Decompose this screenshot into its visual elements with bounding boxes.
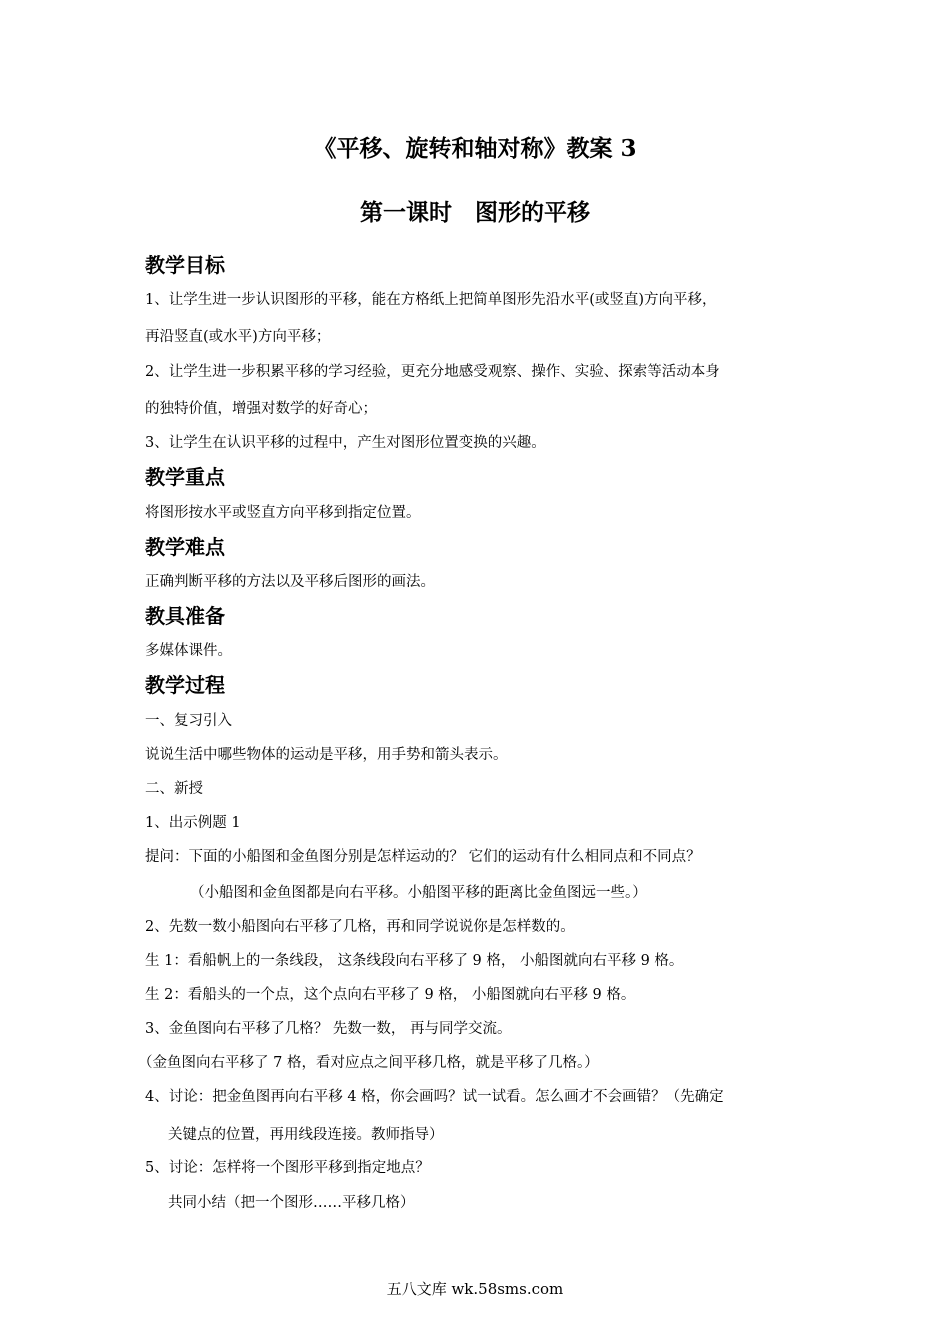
process-line: 2、先数一数小船图向右平移了几格，再和同学说说你是怎样数的。 xyxy=(145,919,575,935)
process-line: 生 2：看船头的一个点，这个点向右平移了 9 格， 小船图就向右平移 9 格。 xyxy=(145,987,636,1003)
section-heading-difficulties: 教学难点 xyxy=(145,535,225,559)
materials-line: 多媒体课件。 xyxy=(145,643,232,659)
process-line: 共同小结（把一个图形……平移几格） xyxy=(168,1195,415,1211)
process-line: 1、出示例题 1 xyxy=(145,815,241,831)
section-heading-objectives: 教学目标 xyxy=(145,253,225,277)
process-line: 二、新授 xyxy=(145,781,203,797)
process-line: 3、金鱼图向右平移了几格？ 先数一数， 再与同学交流。 xyxy=(145,1021,512,1037)
process-line: 一、复习引入 xyxy=(145,713,232,729)
process-line: 4、讨论：把金鱼图再向右平移 4 格，你会画吗？试一试看。怎么画才不会画错？（先确定 xyxy=(145,1089,724,1105)
objective-line: 1、让学生进一步认识图形的平移，能在方格纸上把简单图形先沿水平(或竖直)方向平移， xyxy=(145,292,717,308)
document-title: 《平移、旋转和轴对称》教案 3 xyxy=(313,135,637,162)
difficulty-line: 正确判断平移的方法以及平移后图形的画法。 xyxy=(145,574,435,590)
process-line: （小船图和金鱼图都是向右平移。小船图平移的距离比金鱼图远一些。） xyxy=(190,885,647,901)
process-line: 5、讨论：怎样将一个图形平移到指定地点？ xyxy=(145,1160,430,1176)
document-subtitle: 第一课时 图形的平移 xyxy=(360,199,590,226)
section-heading-key-points: 教学重点 xyxy=(145,465,225,489)
key-point-line: 将图形按水平或竖直方向平移到指定位置。 xyxy=(145,505,421,521)
page-footer: 五八文库 wk.58sms.com xyxy=(386,1280,564,1298)
section-heading-materials: 教具准备 xyxy=(145,604,225,628)
process-line: 关键点的位置，再用线段连接。教师指导） xyxy=(168,1127,444,1143)
objective-line: 的独特价值，增强对数学的好奇心； xyxy=(145,401,377,417)
process-line: 生 1：看船帆上的一条线段， 这条线段向右平移了 9 格， 小船图就向右平移 9 格。 xyxy=(145,953,684,969)
objective-line: 再沿竖直(或水平)方向平移； xyxy=(145,329,331,345)
process-line: 提问：下面的小船图和金鱼图分别是怎样运动的？ 它们的运动有什么相同点和不同点？ xyxy=(145,849,701,865)
objective-line: 3、让学生在认识平移的过程中，产生对图形位置变换的兴趣。 xyxy=(145,435,546,451)
process-line: （金鱼图向右平移了 7 格，看对应点之间平移几格，就是平移了几格。） xyxy=(138,1055,599,1071)
section-heading-process: 教学过程 xyxy=(145,673,225,697)
process-line: 说说生活中哪些物体的运动是平移，用手势和箭头表示。 xyxy=(145,747,508,763)
objective-line: 2、让学生进一步积累平移的学习经验，更充分地感受观察、操作、实验、探索等活动本身 xyxy=(145,364,720,380)
